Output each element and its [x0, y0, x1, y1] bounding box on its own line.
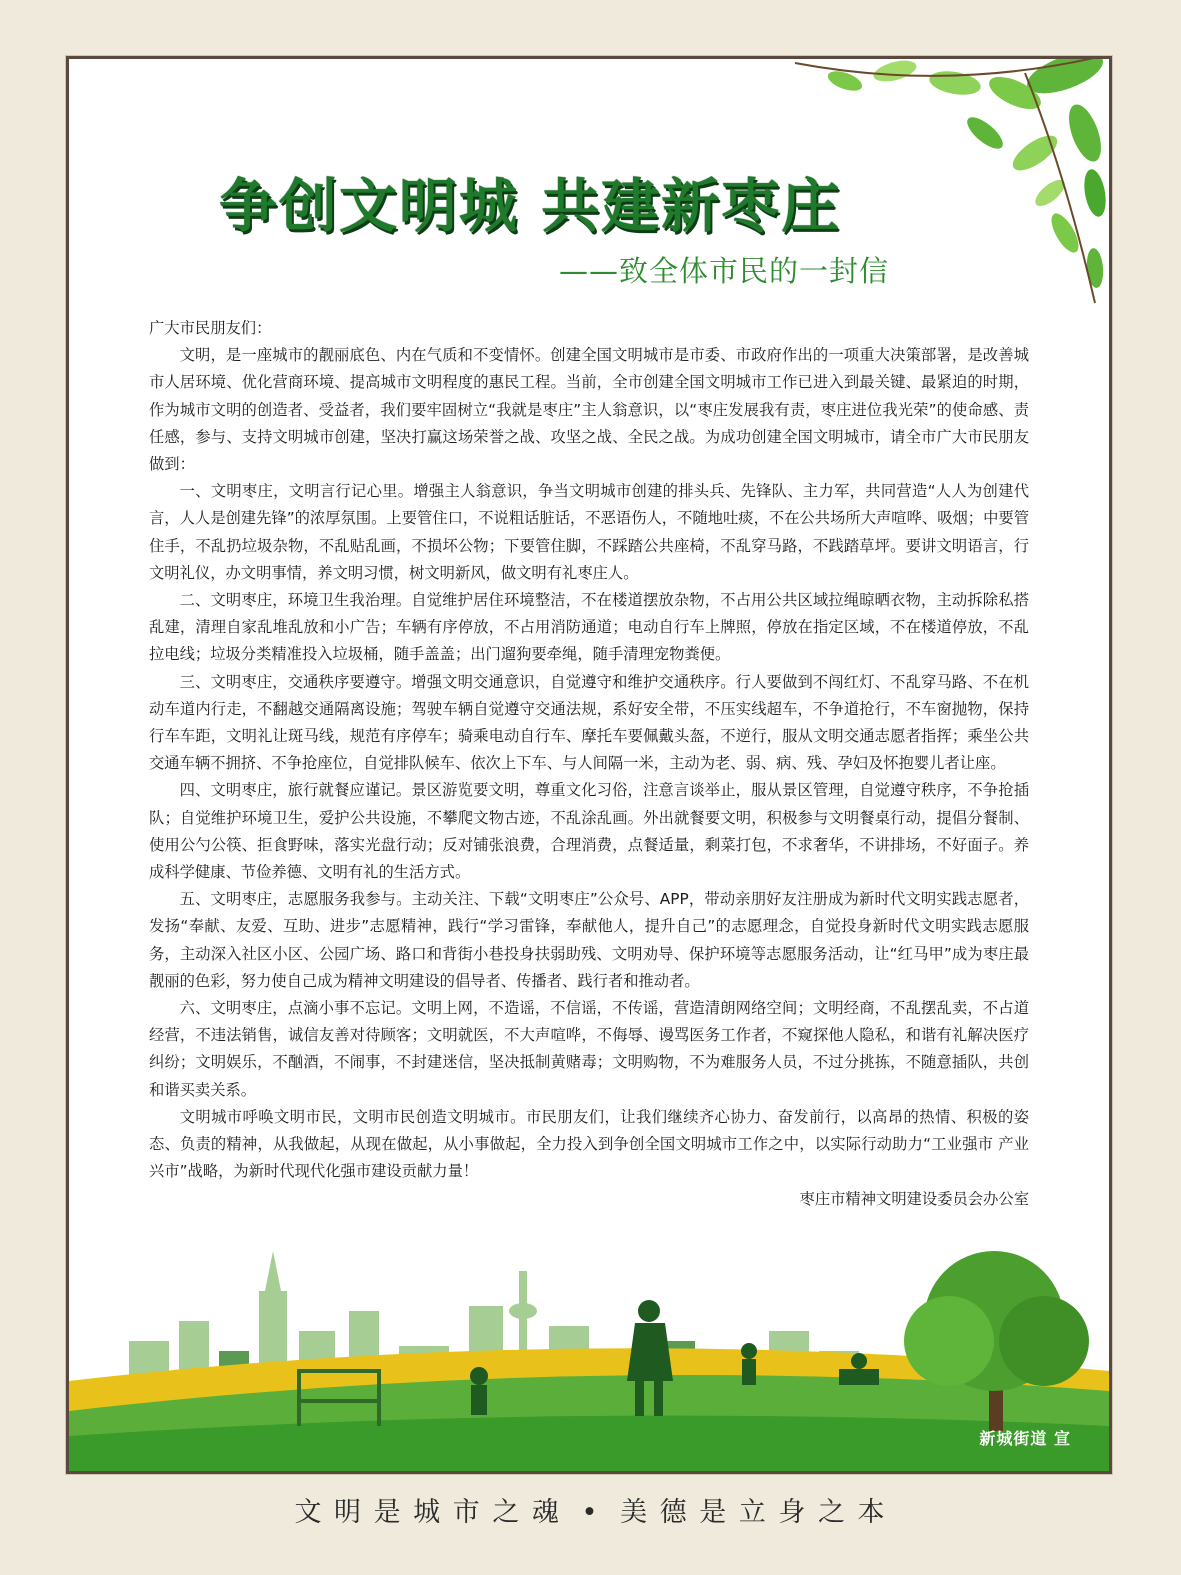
poster-title: 争创文明城 共建新枣庄: [219, 172, 842, 240]
letter-item-4: 四、文明枣庄，旅行就餐应谨记。景区游览要文明，尊重文化习俗，注意言谈举止，服从景区管理，自觉遵守秩序，不争抢插队；自觉维护环境卫生，爱护公共设施，不攀爬文物古迹，不乱涂乱画。外出就餐要文明，积极参与文明餐桌行动，提倡分餐制、使用公勺公筷、拒食野味，落实光盘行动；反对铺张浪费，合理消费，点餐适量，剩菜打包，不求奢华，不讲排场，不好面子。养成科学健康、节俭养德、文明有礼的生活方式。: [149, 781, 1029, 882]
letter-signature: 枣庄市精神文明建设委员会办公室: [799, 1189, 1029, 1208]
poster-frame: [66, 56, 1112, 1474]
letter-item-5: 五、文明枣庄，志愿服务我参与。主动关注、下载“文明枣庄”公众号、APP，带动亲朋好友注册成为新时代文明实践志愿者，发扬“奉献、友爱、互助、进步”志愿精神，践行“学习雷锋，奉献他人，提升自己”的志愿理念，自觉投身新时代文明实践志愿服务，主动深入社区小区、公园广场、路口和背街小巷投身扶弱助残、文明劝导、保护环境等志愿服务活动，让“红马甲”成为枣庄最靓丽的色彩，努力使自己成为精神文明建设的倡导者、传播者、践行者和推动者。: [149, 890, 1029, 990]
footer-organization: 新城街道 宣: [979, 1429, 1071, 1448]
letter-intro: 文明，是一座城市的靓丽底色、内在气质和不变情怀。创建全国文明城市是市委、市政府作出的一项重大决策部署，是改善城市人居环境、优化营商环境、提高城市文明程度的惠民工程。当前，全市创建全国文明城市工作已进入到最关键、最紧迫的时期，作为城市文明的创造者、受益者，我们要牢固树立“我就是枣庄”主人翁意识，以“枣庄发展我有责，枣庄进位我光荣”的使命感、责任感，参与、支持文明城市创建，坚决打赢这场荣誉之战、攻坚之战、全民之战。为成功创建全国文明城市，请全市广大市民朋友做到：: [149, 346, 1029, 474]
bottom-motto: [0, 1490, 1181, 1529]
letter-item-2: 二、文明枣庄，环境卫生我治理。自觉维护居住环境整洁，不在楼道摆放杂物，不占用公共区域拉绳晾晒衣物，主动拆除私搭乱建，清理自家乱堆乱放和小广告；车辆有序停放，不占用消防通道；电动自行车上牌照，停放在指定区域，不在楼道停放，不乱拉电线；垃圾分类精准投入垃圾桶，随手盖盖；出门遛狗要牵绳，随手清理宠物粪便。: [149, 591, 1029, 664]
city-park-illustration: [69, 1251, 1109, 1471]
letter-item-3: 三、文明枣庄，交通秩序要遵守。增强文明交通意识，自觉遵守和维护交通秩序。行人要做到不闯红灯、不乱穿马路、不在机动车道内行走，不翻越交通隔离设施；驾驶车辆自觉遵守交通法规，系好安全带，不压实线超车，不争道抢行，不车窗抛物，保持行车车距，文明礼让斑马线，规范有序停车；骑乘电动自行车、摩托车要佩戴头盔，不逆行，服从文明交通志愿者指挥；乘坐公共交通车辆不拥挤、不争抢座位，自觉排队候车、依次上下车、与人间隔一米，主动为老、弱、病、残、孕妇及怀抱婴儿者让座。: [149, 672, 1029, 773]
letter-greeting: 广大市民朋友们：: [149, 319, 272, 337]
letter-body: [149, 315, 1029, 1213]
letter-closing: 文明城市呼唤文明市民，文明市民创造文明城市。市民朋友们，让我们继续齐心协力、奋发前行，以高昂的热情、积极的姿态、负责的精神，从我做起，从现在做起，从小事做起，全力投入到争创全国文明城市工作之中，以实际行动助力“工业强市 产业兴市”战略，为新时代现代化强市建设贡献力量！: [149, 1107, 1029, 1181]
motto-right: 美 德 是 立 身 之 本: [620, 1497, 887, 1528]
letter-item-6: 六、文明枣庄，点滴小事不忘记。文明上网，不造谣，不信谣，不传谣，营造清朗网络空间；文明经商，不乱摆乱卖，不占道经营，不违法销售，诚信友善对待顾客；文明就医，不大声喧哗，不侮辱、谩骂医务工作者，不窥探他人隐私，和谐有礼解决医疗纠纷；文明娱乐，不酗酒，不闹事，不封建迷信，坚决抵制黄赌毒；文明购物，不为难服务人员，不过分挑拣，不随意插队，共创和谐买卖关系。: [149, 999, 1029, 1099]
motto-separator: •: [581, 1497, 600, 1528]
letter-item-1: 一、文明枣庄，文明言行记心里。增强主人翁意识，争当文明城市创建的排头兵、先锋队、主力军，共同营造“人人为创建代言，人人是创建先锋”的浓厚氛围。上要管住口，不说粗话脏话，不恶语伤人，不随地吐痰，不在公共场所大声喧哗、吸烟；中要管住手，不乱扔垃圾杂物，不乱贴乱画，不损坏公物；下要管住脚，不踩踏公共座椅，不乱穿马路，不践踏草坪。要讲文明语言，行文明礼仪，办文明事情，养文明习惯，树文明新风，做文明有礼枣庄人。: [149, 482, 1029, 582]
poster-subtitle: ——致全体市民的一封信: [559, 254, 890, 288]
motto-left: 文 明 是 城 市 之 魂: [294, 1497, 561, 1528]
